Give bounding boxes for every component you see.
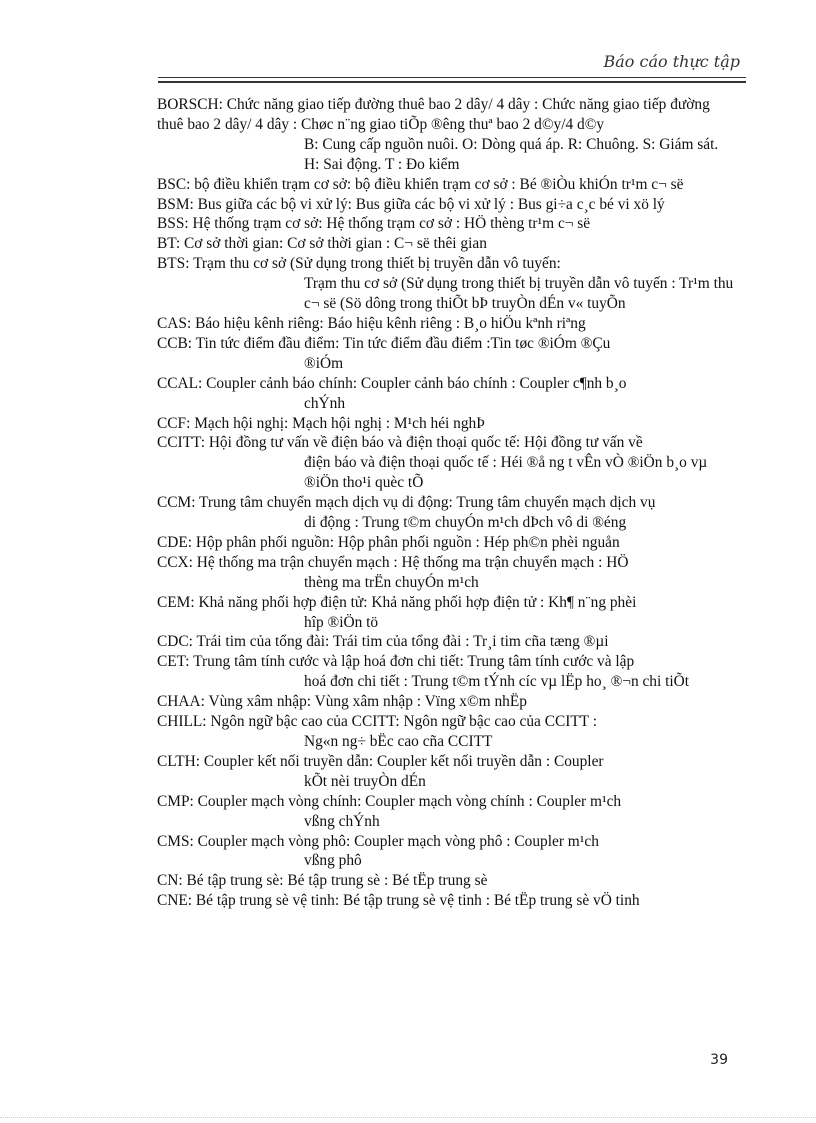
entry-continuation: hoá đơn chi tiết : Trung t©m tÝnh cíc vµ lËp ho¸ ®¬n chi tiÕt xyxy=(304,673,690,691)
glossary-entry xyxy=(157,871,737,891)
glossary-entry xyxy=(157,433,737,493)
entry-continuation: chÝnh xyxy=(304,394,346,412)
footer-rule xyxy=(0,1117,816,1118)
entry-text: BSC: bộ điều khiển trạm cơ sở: bộ điều khiển trạm cơ sở : Bé ®iÒu khiÓn tr¹m c¬ së xyxy=(157,175,684,193)
page-number: 39 xyxy=(710,1052,728,1068)
entry-text: BSM: Bus giữa các bộ vi xử lý: Bus giữa các bộ vi xử lý : Bus gi÷a c¸c bé vi xö lý xyxy=(157,195,665,213)
glossary-entry xyxy=(157,632,737,652)
entry-continuation: hîp ®iÖn tö xyxy=(304,613,379,631)
glossary-entry xyxy=(157,832,737,872)
entry-continuation: điện báo và điện thoại quốc tế : Héi ®å ng t vÊn vÒ ®iÖn b¸o vµ ®iÖn tho¹i quèc tÕ xyxy=(304,454,708,492)
entry-continuation: Ng«n ng÷ bËc cao cña CCITT xyxy=(304,733,493,750)
entry-text: CET: Trung tâm tính cước và lập hoá đơn chi tiết: Trung tâm tính cước và lập xyxy=(157,653,635,671)
glossary-entry xyxy=(157,374,737,414)
entry-text: CDE: Hộp phân phối nguồn: Hộp phân phối nguồn : Hép ph©n phèi nguån xyxy=(157,533,620,551)
header-title: Báo cáo thực tập xyxy=(603,52,740,71)
glossary-entry xyxy=(157,712,737,752)
entry-continuation: di động : Trung t©m chuyÓn m¹ch dÞch vô di ®éng xyxy=(304,514,627,532)
glossary-entry xyxy=(157,593,737,633)
entry-text: CAS: Báo hiệu kênh riêng: Báo hiệu kênh riêng : B¸o hiÖu kªnh riªng xyxy=(157,314,586,332)
entry-text: BTS: Trạm thu cơ sở (Sử dụng trong thiết bị truyền dẫn vô tuyến: xyxy=(157,255,561,273)
entry-continuation: vßng phô xyxy=(304,852,362,870)
entry-text: CCITT: Hội đồng tư vấn về điện báo và điện thoại quốc tế: Hội đồng tư vấn về xyxy=(157,434,643,452)
entry-continuation: Trạm thu cơ sở (Sử dụng trong thiết bị truyền dẫn vô tuyến : Tr¹m thu c¬ së (Sö dông trong thiÕt bÞ truyÒn dÉn v« tuyÕn xyxy=(304,275,734,313)
glossary-list xyxy=(157,95,737,911)
glossary-entry xyxy=(157,234,737,254)
glossary-entry xyxy=(157,891,737,911)
header-rule-thick xyxy=(158,81,746,83)
entry-text: CN: Bé tập trung sè: Bé tập trung sè : Bé tËp trung sè xyxy=(157,872,488,890)
glossary-entry xyxy=(157,175,737,195)
entry-text: CCM: Trung tâm chuyển mạch dịch vụ di động: Trung tâm chuyển mạch dịch vụ xyxy=(157,494,656,512)
glossary-entry xyxy=(157,195,737,215)
entry-text: CCX: Hệ thống ma trận chuyển mạch : Hệ thống ma trận chuyển mạch : HÖ xyxy=(157,553,629,571)
entry-text: CNE: Bé tập trung sè vệ tinh: Bé tập trung sè vệ tinh : Bé tËp trung sè vÖ tinh xyxy=(157,892,640,910)
entry-continuation: B: Cung cấp nguồn nuôi. O: Dòng quá áp. R: Chuông. S: Giám sát. H: Sai động. T : Đo kiểm xyxy=(304,135,719,173)
glossary-entry xyxy=(157,533,737,553)
entry-text: CMS: Coupler mạch vòng phô: Coupler mạch vòng phô : Coupler m¹ch xyxy=(157,832,599,850)
entry-text: CCF: Mạch hội nghị: Mạch hội nghị : M¹ch héi nghÞ xyxy=(157,414,485,432)
glossary-entry xyxy=(157,553,737,593)
entry-text: BSS: Hệ thống trạm cơ sở: Hệ thống trạm cơ sở : HÖ thèng tr¹m c¬ së xyxy=(157,215,591,233)
entry-text: BT: Cơ sở thời gian: Cơ sở thời gian : C¬ së thêi gian xyxy=(157,235,487,253)
entry-text: CEM: Khả năng phối hợp điện tử: Khả năng phối hợp điện tử : Kh¶ n¨ng phèi xyxy=(157,593,637,611)
entry-text: CCB: Tin tức điểm đầu điểm: Tin tức điểm đầu điểm :Tin tøc ®iÓm ®Çu xyxy=(157,334,611,352)
glossary-entry xyxy=(157,752,737,792)
entry-text: CMP: Coupler mạch vòng chính: Coupler mạch vòng chính : Coupler m¹ch xyxy=(157,792,622,810)
entry-text: CCAL: Coupler cảnh báo chính: Coupler cảnh báo chính : Coupler c¶nh b¸o xyxy=(157,374,627,392)
glossary-entry xyxy=(157,792,737,832)
glossary-entry xyxy=(157,652,737,692)
glossary-entry xyxy=(157,493,737,533)
glossary-entry xyxy=(157,692,737,712)
glossary-entry xyxy=(157,214,737,234)
glossary-entry xyxy=(157,414,737,434)
entry-text: CHAA: Vùng xâm nhập: Vùng xâm nhập : Vïng x©m nhËp xyxy=(157,693,527,711)
entry-text: CLTH: Coupler kết nối truyền dẫn: Coupler kết nối truyền dẫn : Coupler xyxy=(157,752,604,770)
entry-text: CDC: Trái tim của tổng đài: Trái tim của tổng đài : Tr¸i tim cña tæng ®µi xyxy=(157,633,609,651)
entry-continuation: thèng ma trËn chuyÓn m¹ch xyxy=(304,573,479,591)
entry-continuation: ®iÓm xyxy=(304,354,344,372)
glossary-entry xyxy=(157,334,737,374)
entry-continuation: kÕt nèi truyÒn dÉn xyxy=(304,772,426,790)
glossary-entry xyxy=(157,254,737,314)
header-rule-thin xyxy=(158,77,746,78)
entry-text: BORSCH: Chức năng giao tiếp đường thuê bao 2 dây/ 4 dây : Chức năng giao tiếp đường thuê bao 2 dây/ 4 dây : Chøc n¨ng giao tiÕp ®êng thuª bao 2 d©y/4 d©y xyxy=(157,96,710,133)
glossary-entry xyxy=(157,314,737,334)
glossary-entry xyxy=(157,95,737,175)
entry-text: CHILL: Ngôn ngữ bậc cao của CCITT: Ngôn ngữ bậc cao của CCITT : xyxy=(157,713,598,731)
entry-continuation: vßng chÝnh xyxy=(304,812,380,830)
